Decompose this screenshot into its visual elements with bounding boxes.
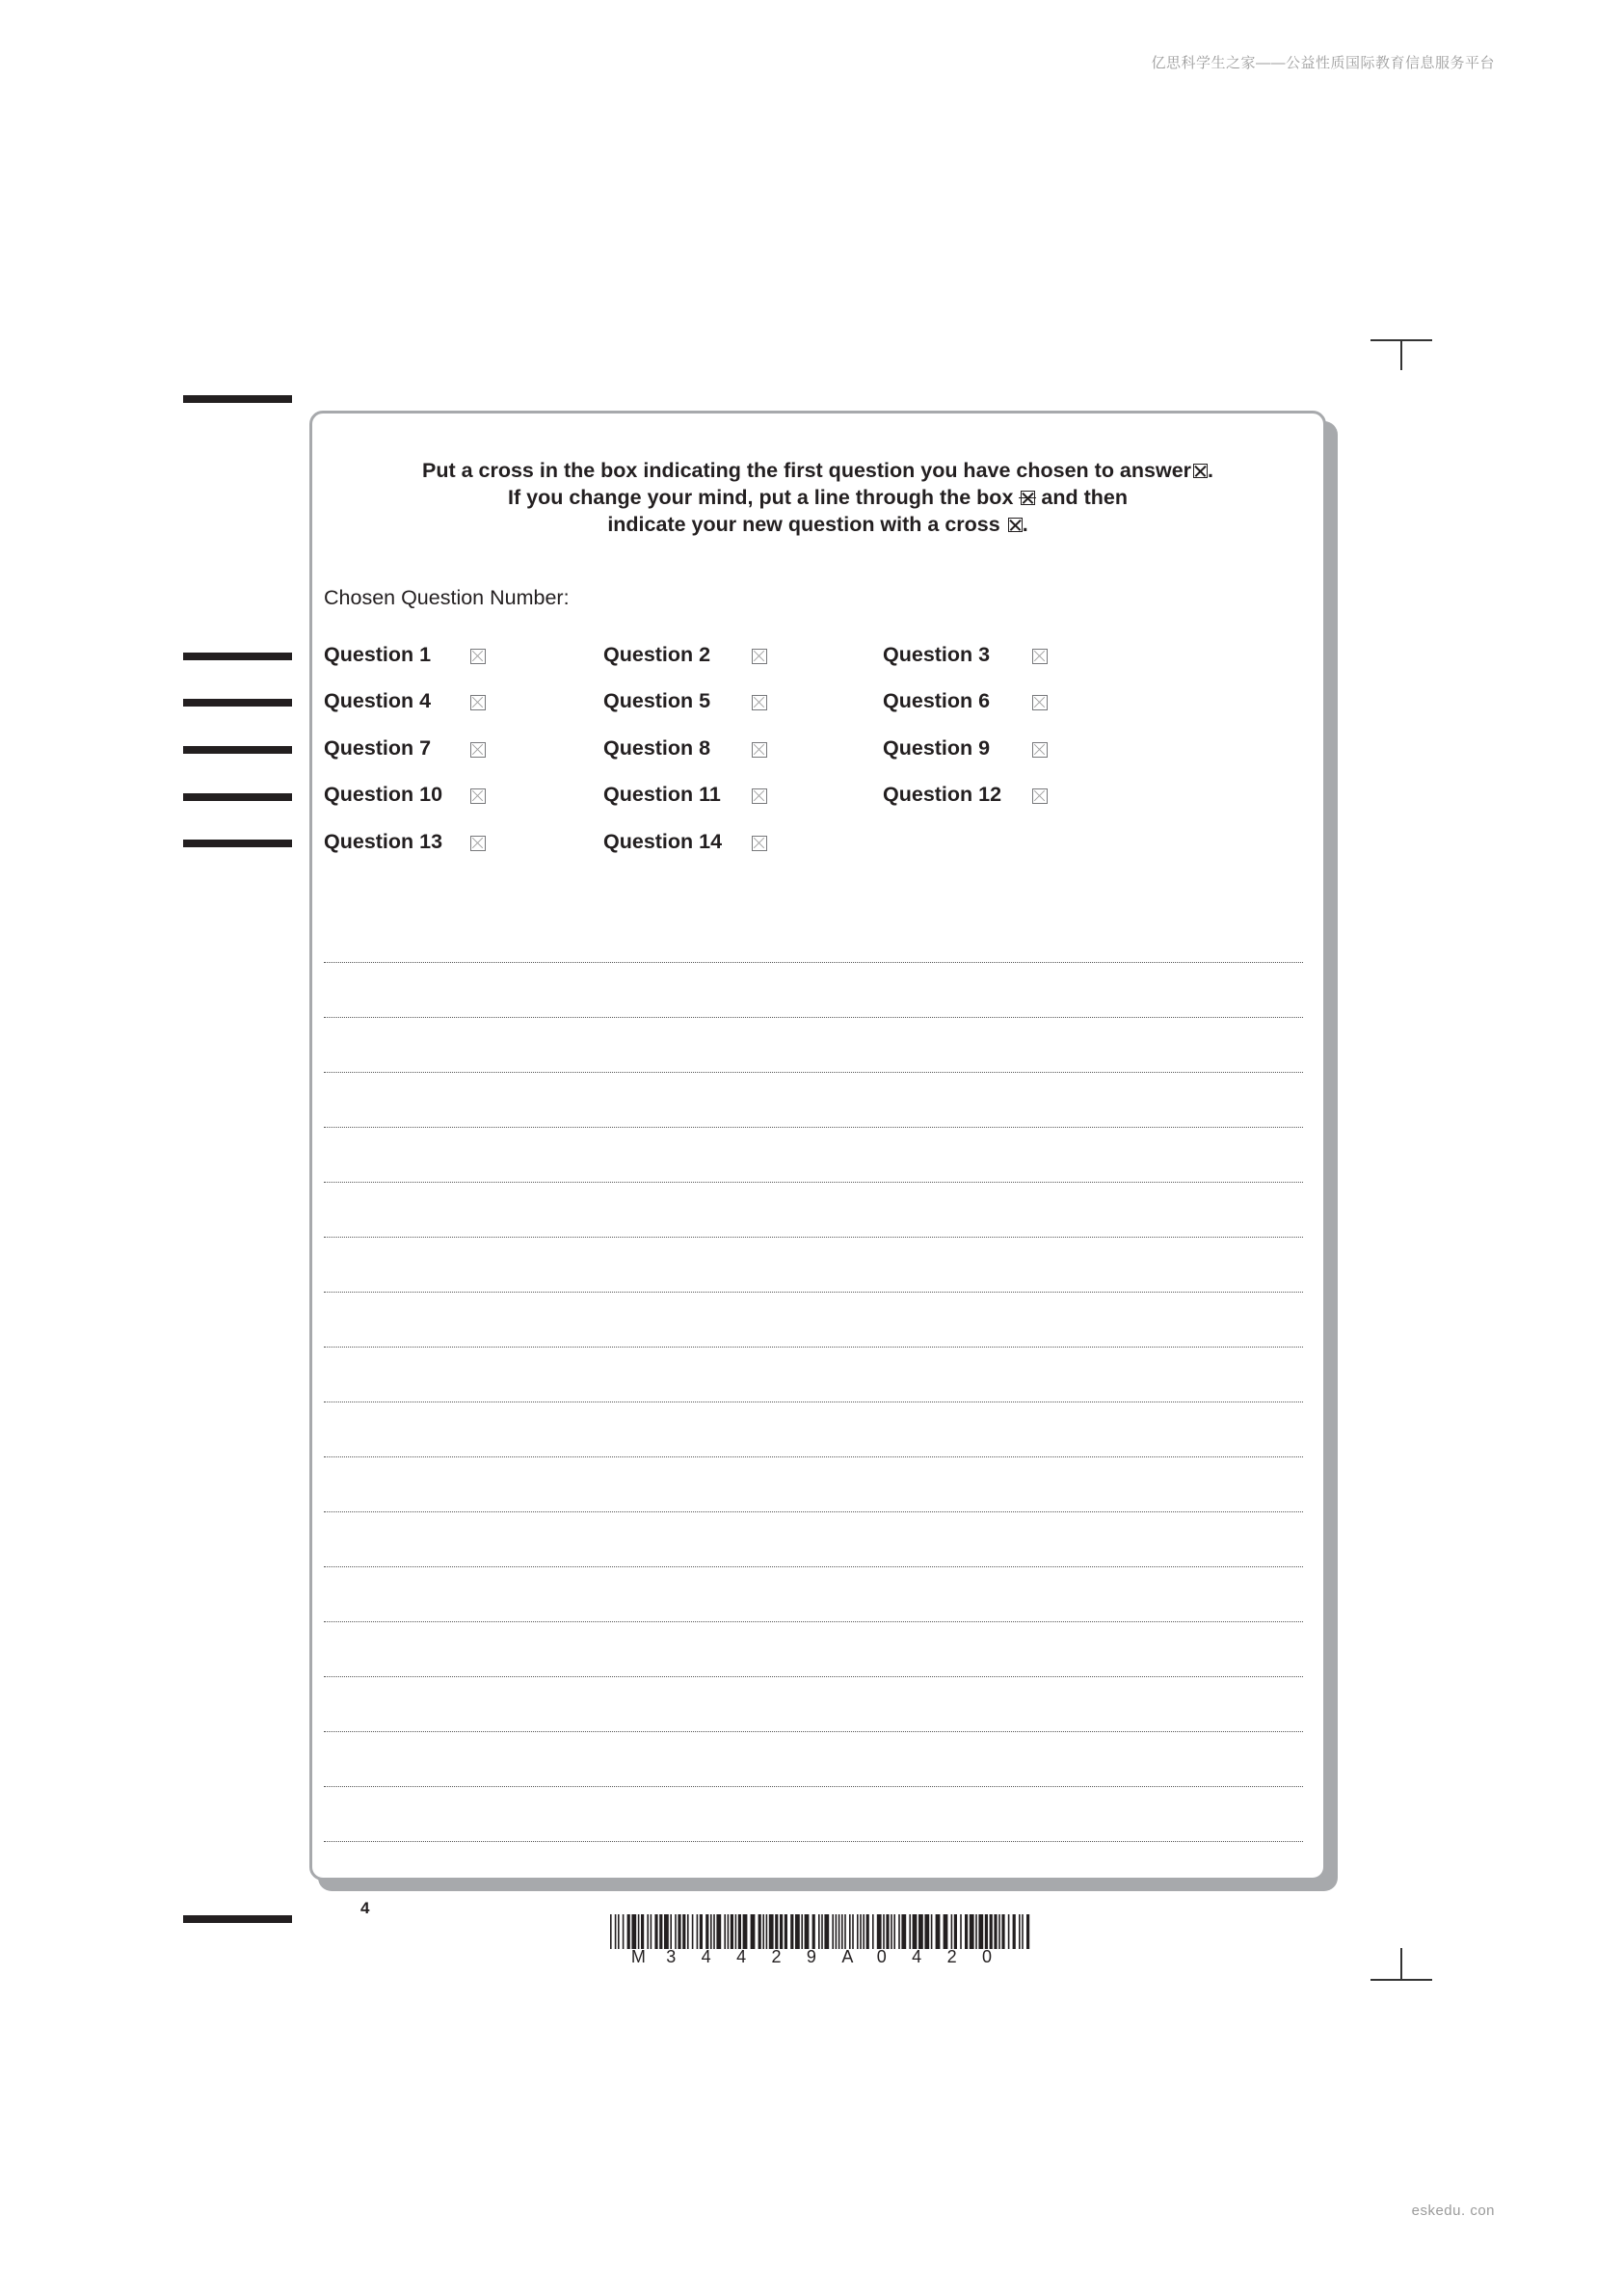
question-5-label: Question 5 [603, 689, 711, 712]
question-5-checkbox[interactable] [752, 695, 767, 710]
margin-bar [183, 395, 292, 403]
barcode-bar [678, 1914, 680, 1949]
barcode-bar [738, 1914, 741, 1949]
barcode-bar [1022, 1914, 1024, 1949]
question-6-label: Question 6 [883, 689, 991, 712]
barcode-bar [780, 1914, 783, 1949]
barcode-bar [836, 1914, 838, 1949]
question-2-checkbox[interactable] [752, 649, 767, 664]
question-6-checkbox[interactable] [1032, 695, 1048, 710]
margin-bar [183, 653, 292, 660]
question-13-label: Question 13 [324, 830, 443, 853]
struck-crossed-box-icon [1021, 491, 1035, 505]
barcode-bar [751, 1914, 756, 1949]
margin-bar [183, 746, 292, 754]
question-14-checkbox[interactable] [752, 836, 767, 851]
question-7-checkbox[interactable] [470, 742, 486, 758]
question-8-checkbox[interactable] [752, 742, 767, 758]
barcode-char: A [841, 1947, 854, 1966]
barcode-bar [795, 1914, 800, 1949]
barcode-char: 3 [666, 1947, 677, 1966]
answer-line[interactable] [324, 962, 1303, 963]
barcode-bar [990, 1914, 993, 1949]
answer-line[interactable] [324, 1511, 1303, 1512]
question-12-label: Question 12 [883, 783, 1002, 806]
barcode-bar [775, 1914, 778, 1949]
answer-line[interactable] [324, 1786, 1303, 1787]
barcode-bar [954, 1914, 957, 1949]
barcode-bar [716, 1914, 721, 1949]
barcode-char: 4 [701, 1947, 711, 1966]
barcode-bar [743, 1914, 748, 1949]
barcode-bar [623, 1914, 625, 1949]
answer-line[interactable] [324, 1731, 1303, 1732]
barcode-bar [1013, 1914, 1016, 1949]
question-3-checkbox[interactable] [1032, 649, 1048, 664]
barcode-bar [766, 1914, 768, 1949]
barcode-bar [838, 1914, 840, 1949]
barcode-bar [824, 1914, 829, 1949]
barcode-bar [985, 1914, 988, 1949]
answer-line[interactable] [324, 1072, 1303, 1073]
barcode-bar [886, 1914, 889, 1949]
barcode-bar [918, 1914, 923, 1949]
barcode-bar [909, 1914, 911, 1949]
crossed-box-icon [1008, 518, 1023, 532]
barcode-bar [697, 1914, 699, 1949]
answer-line[interactable] [324, 1237, 1303, 1238]
barcode-bar [832, 1914, 834, 1949]
page-number: 4 [360, 1899, 370, 1917]
barcode-bar [857, 1914, 859, 1949]
answer-line[interactable] [324, 1127, 1303, 1128]
barcode-graphic [610, 1914, 1031, 1949]
barcode-bar [866, 1914, 869, 1949]
barcode-bar [790, 1914, 793, 1949]
barcode-char: 2 [946, 1947, 957, 1966]
crop-mark-top-v [1400, 339, 1402, 370]
barcode-bar [735, 1914, 737, 1949]
answer-frame [309, 411, 1326, 1881]
question-12-checkbox[interactable] [1032, 788, 1048, 804]
barcode-bar [675, 1914, 677, 1949]
barcode-bar [710, 1914, 712, 1949]
barcode-bar [898, 1914, 900, 1949]
barcode-bar [700, 1914, 703, 1949]
barcode-bar [863, 1914, 865, 1949]
barcode-bar [651, 1914, 652, 1949]
barcode-bar [913, 1914, 918, 1949]
watermark-top: 亿思科学生之家——公益性质国际教育信息服务平台 [1151, 55, 1495, 71]
barcode-bar [762, 1914, 764, 1949]
barcode-char: 4 [736, 1947, 747, 1966]
answer-line[interactable] [324, 1292, 1303, 1293]
barcode-bar [965, 1914, 968, 1949]
barcode-bar [801, 1914, 803, 1949]
barcode-bar [812, 1914, 815, 1949]
question-1-checkbox[interactable] [470, 649, 486, 664]
barcode-bar [631, 1914, 636, 1949]
barcode-bar [936, 1914, 941, 1949]
barcode-bar [1008, 1914, 1010, 1949]
barcode-bar [627, 1914, 630, 1949]
barcode-bar [654, 1914, 657, 1949]
question-11-checkbox[interactable] [752, 788, 767, 804]
question-3-label: Question 3 [883, 643, 991, 666]
instruction-line-1: Put a cross in the box indicating the first question you have chosen to answer . [421, 459, 1213, 482]
barcode-bar [659, 1914, 662, 1949]
barcode-bar [682, 1914, 685, 1949]
barcode-bar [758, 1914, 761, 1949]
barcode-bar [731, 1914, 733, 1949]
barcode-bar [844, 1914, 846, 1949]
barcode-bar [877, 1914, 882, 1949]
barcode-bar [960, 1914, 962, 1949]
question-8-label: Question 8 [603, 736, 711, 760]
barcode-bar [901, 1914, 906, 1949]
question-2-label: Question 2 [603, 643, 711, 666]
barcode-bar [841, 1914, 843, 1949]
question-10-checkbox[interactable] [470, 788, 486, 804]
barcode-bar [728, 1914, 730, 1949]
question-7-label: Question 7 [324, 736, 432, 760]
barcode-bar [687, 1914, 689, 1949]
barcode-bar [638, 1914, 640, 1949]
barcode-bar [610, 1914, 612, 1949]
barcode-bar [647, 1914, 649, 1949]
margin-bar [183, 840, 292, 847]
barcode-bar [618, 1914, 620, 1949]
barcode-bar [931, 1914, 933, 1949]
instruction-line-2: If you change your mind, put a line through the box and then [508, 486, 1128, 509]
margin-bar [183, 793, 292, 801]
question-1-label: Question 1 [324, 643, 432, 666]
margin-bar [183, 699, 292, 707]
barcode-bar [872, 1914, 874, 1949]
barcode-bar [970, 1914, 974, 1949]
margin-bar [183, 1915, 292, 1923]
barcode-bar [860, 1914, 862, 1949]
instruction-line-3: indicate your new question with a cross . [607, 513, 1028, 536]
barcode-bar [849, 1914, 851, 1949]
question-9-checkbox[interactable] [1032, 742, 1048, 758]
question-14-label: Question 14 [603, 830, 723, 853]
barcode-bar [641, 1914, 644, 1949]
answer-line[interactable] [324, 1182, 1303, 1183]
question-4-label: Question 4 [324, 689, 432, 712]
watermark-bottom: eskedu. con [1411, 2203, 1495, 2219]
barcode-bar [724, 1914, 726, 1949]
chosen-question-label: Chosen Question Number: [324, 586, 570, 609]
barcode-bar [821, 1914, 823, 1949]
barcode-bar [664, 1914, 669, 1949]
question-4-checkbox[interactable] [470, 695, 486, 710]
barcode-bar [852, 1914, 854, 1949]
barcode-bar [769, 1914, 774, 1949]
barcode-bar [883, 1914, 885, 1949]
question-10-label: Question 10 [324, 783, 443, 806]
barcode-bar [615, 1914, 617, 1949]
barcode-bar [818, 1914, 820, 1949]
barcode-bar [670, 1914, 672, 1949]
barcode-char: 9 [806, 1947, 816, 1966]
answer-line[interactable] [324, 1841, 1303, 1842]
barcode-bar [713, 1914, 715, 1949]
barcode-bar [1026, 1914, 1029, 1949]
barcode-bar [975, 1914, 977, 1949]
barcode-char: 2 [771, 1947, 782, 1966]
barcode-bar [951, 1914, 953, 1949]
barcode-char: 4 [912, 1947, 922, 1966]
barcode-bar [705, 1914, 708, 1949]
crossed-box-icon [1193, 464, 1208, 478]
barcode-bar [978, 1914, 983, 1949]
barcode-bar [785, 1914, 787, 1949]
barcode-bar [893, 1914, 895, 1949]
question-9-label: Question 9 [883, 736, 991, 760]
barcode-bar [805, 1914, 810, 1949]
answer-line[interactable] [324, 1566, 1303, 1567]
crop-mark-bottom-v [1400, 1948, 1402, 1979]
barcode-bar [944, 1914, 948, 1949]
barcode-bar [998, 1914, 1000, 1949]
barcode-char: 0 [876, 1947, 887, 1966]
answer-line[interactable] [324, 1621, 1303, 1622]
barcode-bar [1019, 1914, 1021, 1949]
barcode-char: M [630, 1947, 646, 1966]
question-11-label: Question 11 [603, 783, 721, 806]
barcode-char: 0 [982, 1947, 993, 1966]
barcode-bar [692, 1914, 694, 1949]
answer-line[interactable] [324, 1676, 1303, 1677]
instructions [309, 457, 1326, 538]
barcode-bar [891, 1914, 892, 1949]
question-13-checkbox[interactable] [470, 836, 486, 851]
barcode-bar [994, 1914, 997, 1949]
barcode-bar [924, 1914, 929, 1949]
answer-line[interactable] [324, 1456, 1303, 1457]
barcode-bar [1001, 1914, 1004, 1949]
crop-mark-bottom-h [1370, 1979, 1432, 1981]
answer-line[interactable] [324, 1017, 1303, 1018]
answer-line[interactable] [324, 1347, 1303, 1348]
